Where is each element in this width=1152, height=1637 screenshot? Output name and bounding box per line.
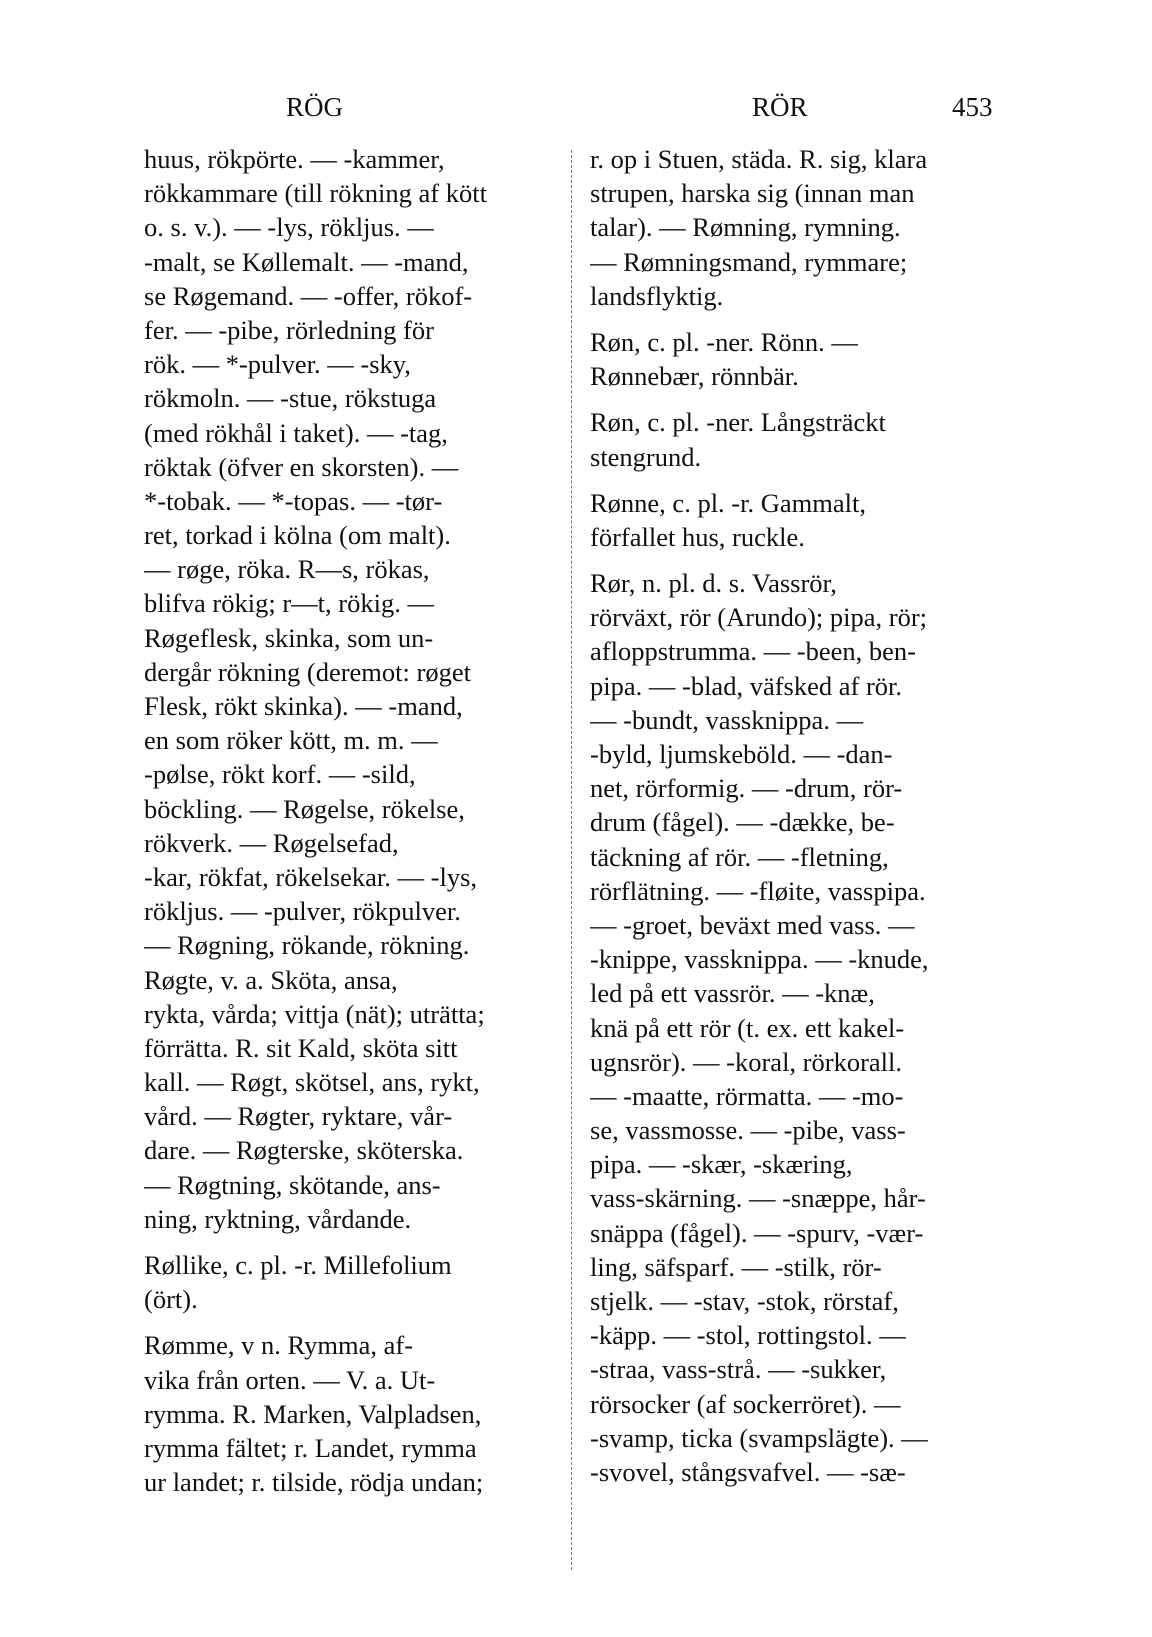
text-line: knä på ett rör (t. ex. ett kakel- xyxy=(590,1012,905,1043)
text-line: vass-skärning. — -snæppe, hår- xyxy=(590,1183,926,1214)
text-line: ning, ryktning, vårdande. xyxy=(144,1203,412,1234)
header-left-word: RÖG xyxy=(286,92,344,122)
text-line: rökmoln. — -stue, rökstuga xyxy=(144,383,437,414)
entry-gap xyxy=(590,474,1030,486)
entry-gap xyxy=(590,393,1030,405)
text-line: Rør, n. pl. d. s. Vassrör, xyxy=(590,568,837,599)
text-line: — Røgtning, skötande, ans- xyxy=(144,1169,441,1200)
text-line: rykta, vårda; vittja (nät); uträtta; xyxy=(144,998,485,1029)
text-line: dergår rökning (deremot: røget xyxy=(144,656,471,687)
text-line: fer. — -pibe, rörledning för xyxy=(144,314,434,345)
text-line: (ört). xyxy=(144,1284,198,1315)
header-right-word: RÖR xyxy=(752,92,808,122)
text-line: *-tobak. — *-topas. — -tør- xyxy=(144,485,443,516)
text-line: se Røgemand. — -offer, rökof- xyxy=(144,280,473,311)
text-line: ugnsrör). — -koral, rörkorall. xyxy=(590,1046,903,1077)
text-line: kall. — Røgt, skötsel, ans, rykt, xyxy=(144,1067,480,1098)
text-line: — -groet, beväxt med vass. — xyxy=(590,909,915,940)
entry-gap xyxy=(144,1236,576,1248)
text-line: förfallet hus, ruckle. xyxy=(590,521,805,552)
text-line: — røge, röka. R—s, rökas, xyxy=(144,554,430,585)
text-line: rörsocker (af sockerröret). — xyxy=(590,1388,901,1419)
right-column xyxy=(590,142,1030,1582)
text-line: stjelk. — -stav, -stok, rörstaf, xyxy=(590,1286,899,1316)
text-line: -knippe, vassknippa. — -knude, xyxy=(590,944,929,975)
text-line: se, vassmosse. — -pibe, vass- xyxy=(590,1115,906,1146)
text-line: -svamp, ticka (svampslägte). — xyxy=(590,1422,928,1453)
text-line: r. op i Stuen, städa. R. sig, klara xyxy=(590,144,928,174)
text-line: ur landet; r. tilside, rödja undan; xyxy=(144,1467,484,1498)
text-line: o. s. v.). — -lys, rökljus. — xyxy=(144,212,434,243)
text-line: — -bundt, vassknippa. — xyxy=(590,704,864,735)
text-line: rökkammare (till rökning af kött xyxy=(144,178,487,209)
text-line: — -maatte, rörmatta. — -mo- xyxy=(590,1080,904,1111)
text-line: rörväxt, rör (Arundo); pipa, rör; xyxy=(590,602,928,633)
text-line: stengrund. xyxy=(590,441,702,472)
text-line: Røn, c. pl. -ner. Långsträckt xyxy=(590,407,886,438)
text-line: Røgeflesk, skinka, som un- xyxy=(144,622,434,653)
text-line: förrätta. R. sit Kald, sköta sitt xyxy=(144,1032,458,1063)
text-line: pipa. — -blad, väfsked af rör. xyxy=(590,670,903,701)
text-line: böckling. — Røgelse, rökelse, xyxy=(144,793,465,824)
text-line: -käpp. — -stol, rottingstol. — xyxy=(590,1320,906,1351)
text-line: röktak (öfver en skorsten). — xyxy=(144,451,459,482)
text-line: -byld, ljumskeböld. — -dan- xyxy=(590,739,893,769)
text-line: strupen, harska sig (innan man xyxy=(590,178,915,209)
text-line: vika från orten. — V. a. Ut- xyxy=(144,1364,436,1395)
text-line: huus, rökpörte. — -kammer, xyxy=(144,144,445,174)
text-line: ling, säfsparf. — -stilk, rör- xyxy=(590,1251,882,1282)
text-line: blifva rökig; r—t, rökig. — xyxy=(144,588,434,619)
text-line: rök. — *-pulver. — -sky, xyxy=(144,349,411,380)
entry-gap xyxy=(590,313,1030,325)
left-column xyxy=(144,142,576,1582)
text-line: rökljus. — -pulver, rökpulver. xyxy=(144,896,461,927)
text-line: -malt, se Køllemalt. — -mand, xyxy=(144,246,469,277)
text-line: rymma fältet; r. Landet, rymma xyxy=(144,1432,477,1463)
text-line: — Røgning, rökande, rökning. xyxy=(144,930,470,961)
page-number: 453 xyxy=(952,92,993,122)
text-line: vård. — Røgter, ryktare, vår- xyxy=(144,1101,453,1132)
text-line: rökverk. — Røgelsefad, xyxy=(144,827,399,858)
text-line: landsflyktig. xyxy=(590,280,724,311)
text-line: rörflätning. — -fløite, vasspipa. xyxy=(590,875,926,906)
text-line: -straa, vass-strå. — -sukker, xyxy=(590,1354,887,1385)
text-line: (med rökhål i taket). — -tag, xyxy=(144,417,448,448)
text-line: en som röker kött, m. m. — xyxy=(144,725,438,756)
text-line: dare. — Røgterske, sköterska. xyxy=(144,1135,464,1166)
text-line: Rønne, c. pl. -r. Gammalt, xyxy=(590,487,866,518)
text-line: täckning af rör. — -fletning, xyxy=(590,841,889,872)
entry-gap xyxy=(590,554,1030,566)
text-line: rymma. R. Marken, Valpladsen, xyxy=(144,1398,482,1429)
text-line: Røllike, c. pl. -r. Millefolium xyxy=(144,1250,452,1280)
text-line: -pølse, rökt korf. — -sild, xyxy=(144,759,416,790)
text-line: led på ett vassrör. — -knæ, xyxy=(590,978,875,1009)
running-header xyxy=(0,92,1152,132)
text-line: net, rörformig. — -drum, rör- xyxy=(590,773,903,804)
text-line: Røgte, v. a. Sköta, ansa, xyxy=(144,964,398,995)
text-line: Røn, c. pl. -ner. Rönn. — xyxy=(590,326,858,357)
text-line: Rønnebær, rönnbär. xyxy=(590,361,799,392)
text-line: afloppstrumma. — -been, ben- xyxy=(590,636,916,667)
text-line: — Rømningsmand, rymmare; xyxy=(590,246,908,277)
text-line: Flesk, rökt skinka). — -mand, xyxy=(144,691,463,721)
text-line: -kar, rökfat, rökelsekar. — -lys, xyxy=(144,861,478,892)
text-line: snäppa (fågel). — -spurv, -vær- xyxy=(590,1217,924,1248)
text-line: pipa. — -skær, -skæring, xyxy=(590,1149,853,1180)
text-line: talar). — Rømning, rymning. xyxy=(590,212,901,243)
text-line: Rømme, v n. Rymma, af- xyxy=(144,1330,414,1361)
text-line: drum (fågel). — -dække, be- xyxy=(590,807,895,838)
entry-gap xyxy=(144,1316,576,1328)
text-line: -svovel, stångsvafvel. — -sæ- xyxy=(590,1456,906,1487)
text-line: ret, torkad i kölna (om malt). xyxy=(144,520,451,551)
